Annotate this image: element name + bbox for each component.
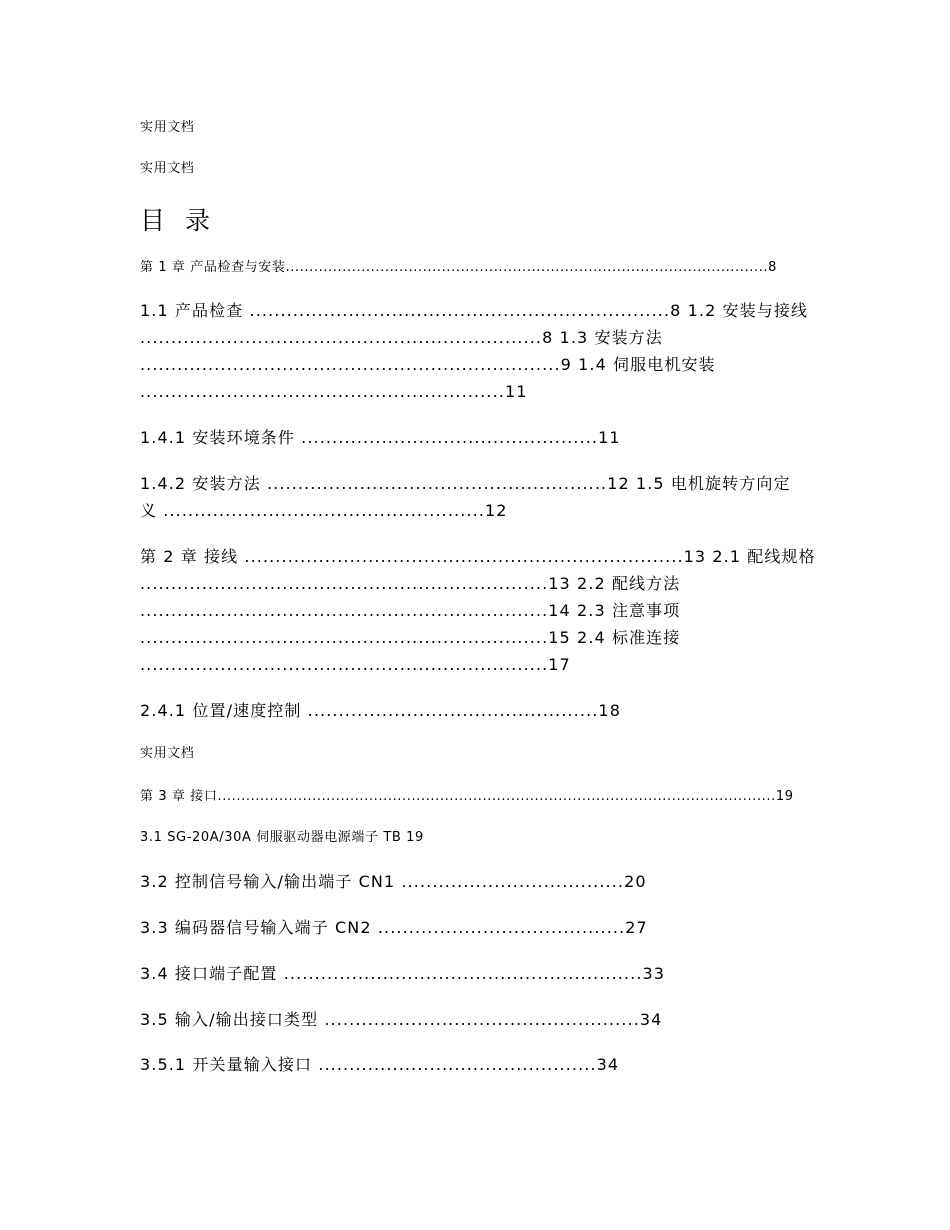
toc-entry[interactable]: ..................................................................15 2.4 标准连接 [140,628,681,647]
toc-entry[interactable]: ..................................................................14 2.3 注意事项 [140,601,681,620]
toc-entry[interactable]: .................................................................8 1.3 安装方法 [140,328,663,347]
toc-entry-1-4-1[interactable]: 1.4.1 安装环境条件 ................................................11 [140,428,621,447]
toc-entry-3-3[interactable]: 3.3 编码器信号输入端子 CN2 ........................................27 [140,918,648,937]
page-header-text: 实用文档 [140,746,195,761]
toc-entry[interactable]: 第 2 章 接线 .......................................................................13 2.1 配线规格 [140,547,816,566]
toc-entry[interactable]: 1.4.2 安装方法 .......................................................12 1.5 电机旋转方向定 [140,474,791,493]
toc-chapter-3[interactable]: 第 3 章 接口......................................................................................................................19 [140,789,794,804]
toc-entry-3-5-1[interactable]: 3.5.1 开关量输入接口 .............................................34 [140,1055,620,1074]
toc-entry[interactable]: ...........................................................11 [140,382,528,401]
toc-entry[interactable]: 1.1 产品检查 ....................................................................8 1.2 安装与接线 [140,301,809,320]
toc-entry[interactable]: ..................................................................17 [140,655,571,674]
toc-entry-2-4-1[interactable]: 2.4.1 位置/速度控制 ...............................................18 [140,701,621,720]
toc-chapter-1[interactable]: 第 1 章 产品检查与安装......................................................................................................8 [140,260,778,275]
toc-entry[interactable]: ..................................................................13 2.2 配线方法 [140,574,681,593]
toc-entry[interactable]: 义 ....................................................12 [140,501,508,520]
toc-entry-3-5[interactable]: 3.5 输入/输出接口类型 ...................................................34 [140,1010,663,1029]
toc-block-1-4-2 [140,470,791,524]
page-header-text: 实用文档 [140,120,195,135]
toc-block-2 [140,543,816,678]
toc-title: 目 录 [140,206,216,235]
page-header-text: 实用文档 [140,161,195,176]
toc-entry-3-1[interactable]: 3.1 SG-20A/30A 伺服驱动器电源端子 TB 19 [140,830,424,845]
toc-entry[interactable]: ....................................................................9 1.4 伺服电机安装 [140,355,716,374]
toc-entry-3-2[interactable]: 3.2 控制信号输入/输出端子 CN1 ....................................20 [140,872,647,891]
toc-entry-3-4[interactable]: 3.4 接口端子配置 ..........................................................33 [140,964,666,983]
toc-block-1 [140,297,808,405]
